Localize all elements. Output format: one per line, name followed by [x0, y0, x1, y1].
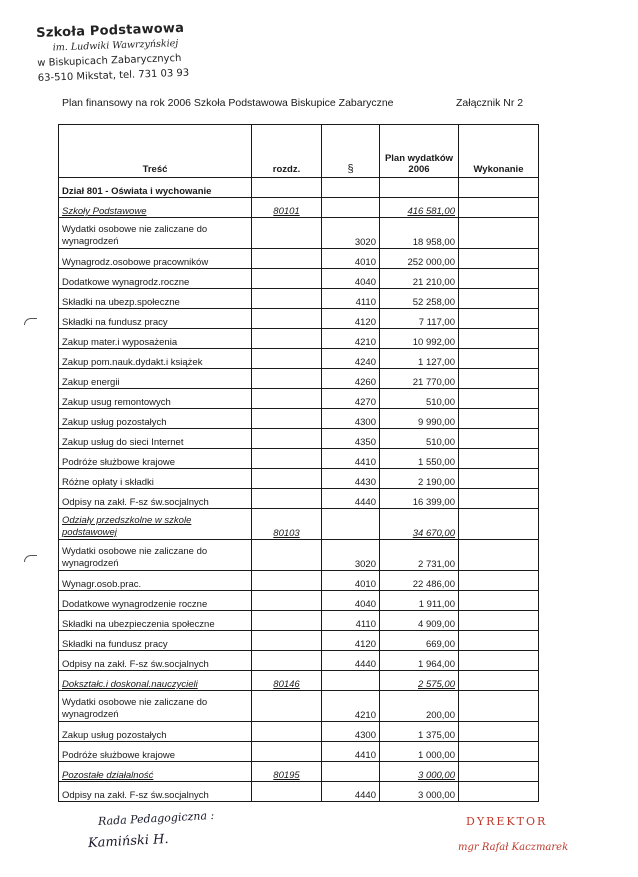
- row-plan-amount: 2 731,00: [380, 540, 459, 571]
- row-rozdz: [252, 591, 322, 611]
- row-rozdz: [252, 218, 322, 249]
- row-paragraph: 4300: [322, 409, 380, 429]
- row-wykonanie: [459, 309, 539, 329]
- row-tresc: Wynagrodz.osobowe pracowników: [59, 249, 252, 269]
- row-paragraph: [322, 178, 380, 198]
- row-paragraph: 4110: [322, 611, 380, 631]
- table-row: [59, 742, 539, 762]
- row-paragraph: 4120: [322, 631, 380, 651]
- table-row: [59, 489, 539, 509]
- row-plan-amount: [380, 198, 459, 218]
- row-rozdz: [252, 509, 322, 540]
- table-row: [59, 249, 539, 269]
- stamp-line-3: w Biskupicach Zabarycznych: [37, 52, 182, 69]
- row-tresc: Zakup pom.nauk.dydakt.i książek: [59, 349, 252, 369]
- row-tresc: Odpisy na zakł. F-sz św.socjalnych: [59, 489, 252, 509]
- row-plan-amount: 1 127,00: [380, 349, 459, 369]
- row-paragraph: 4240: [322, 349, 380, 369]
- row-paragraph: 4210: [322, 691, 380, 722]
- row-tresc-text: Dokształc.i doskonal.nauczycieli: [62, 679, 198, 690]
- row-rozdz: [252, 449, 322, 469]
- row-paragraph: 4350: [322, 429, 380, 449]
- row-tresc: Zakup usług pozostałych: [59, 722, 252, 742]
- row-paragraph: 4440: [322, 651, 380, 671]
- row-rozdz: [252, 369, 322, 389]
- table-row: [59, 722, 539, 742]
- row-wykonanie: [459, 762, 539, 782]
- header-tresc: Treść: [59, 125, 252, 178]
- row-rozdz: [252, 691, 322, 722]
- row-wykonanie: [459, 782, 539, 802]
- row-wykonanie: [459, 469, 539, 489]
- row-rozdz: [252, 329, 322, 349]
- row-wykonanie: [459, 722, 539, 742]
- council-label: Rada Pedagogiczna :: [97, 808, 215, 829]
- row-rozdz: [252, 782, 322, 802]
- stamp-line-1: Szkoła Podstawowa: [36, 20, 185, 41]
- row-wykonanie: [459, 349, 539, 369]
- row-tresc: Podróże służbowe krajowe: [59, 742, 252, 762]
- row-rozdz: [252, 671, 322, 691]
- budget-table: [58, 124, 539, 802]
- row-plan-amount-text: 34 670,00: [412, 528, 455, 539]
- row-wykonanie: [459, 218, 539, 249]
- row-plan-amount: [380, 762, 459, 782]
- row-rozdz: [252, 289, 322, 309]
- row-plan-amount: 252 000,00: [380, 249, 459, 269]
- row-rozdz: [252, 742, 322, 762]
- row-paragraph: [322, 762, 380, 782]
- row-paragraph: 3020: [322, 540, 380, 571]
- row-tresc: Dział 801 - Oświata i wychowanie: [59, 178, 252, 198]
- row-plan-amount: 669,00: [380, 631, 459, 651]
- row-plan-amount: 200,00: [380, 691, 459, 722]
- row-plan-amount: 10 992,00: [380, 329, 459, 349]
- row-paragraph: [322, 198, 380, 218]
- row-tresc-text: Odziały przedszkolne w szkole podstawowej: [62, 515, 192, 538]
- row-tresc: [59, 762, 252, 782]
- header-plan: Plan wydatków 2006: [380, 125, 459, 178]
- table-row: [59, 591, 539, 611]
- row-paragraph: 4270: [322, 389, 380, 409]
- row-wykonanie: [459, 389, 539, 409]
- row-paragraph: 4010: [322, 249, 380, 269]
- table-row: [59, 509, 539, 540]
- table-row: [59, 571, 539, 591]
- row-plan-amount: 18 958,00: [380, 218, 459, 249]
- row-plan-amount: 1 964,00: [380, 651, 459, 671]
- row-tresc-text: Szkoły Podstawowe: [62, 206, 147, 217]
- row-plan-amount: 1 911,00: [380, 591, 459, 611]
- row-rozdz-text: 80101: [273, 206, 300, 217]
- row-wykonanie: [459, 651, 539, 671]
- row-rozdz: [252, 611, 322, 631]
- row-tresc: Odpisy na zakł. F-sz św.socjalnych: [59, 651, 252, 671]
- row-tresc: Różne opłaty i składki: [59, 469, 252, 489]
- row-plan-amount-text: 3 000,00: [418, 770, 455, 781]
- stamp-line-4: 63-510 Mikstat, tel. 731 03 93: [37, 67, 190, 84]
- row-plan-amount: [380, 178, 459, 198]
- table-row: [59, 369, 539, 389]
- row-plan-amount: 1 550,00: [380, 449, 459, 469]
- table-row: [59, 309, 539, 329]
- council-signer-name: Kamiński H.: [87, 831, 169, 852]
- row-plan-amount: 3 000,00: [380, 782, 459, 802]
- row-tresc: Zakup energii: [59, 369, 252, 389]
- row-plan-amount: 9 990,00: [380, 409, 459, 429]
- director-stamp-title: DYREKTOR: [466, 815, 548, 828]
- table-row: [59, 762, 539, 782]
- row-wykonanie: [459, 571, 539, 591]
- row-wykonanie: [459, 249, 539, 269]
- row-wykonanie: [459, 742, 539, 762]
- table-row: [59, 349, 539, 369]
- council-signature: [87, 808, 215, 852]
- table-row: [59, 289, 539, 309]
- row-wykonanie: [459, 449, 539, 469]
- school-stamp: [36, 19, 228, 86]
- row-paragraph: 4440: [322, 489, 380, 509]
- row-tresc: Wynagr.osob.prac.: [59, 571, 252, 591]
- row-rozdz: [252, 429, 322, 449]
- table-row: [59, 449, 539, 469]
- row-plan-amount: 510,00: [380, 429, 459, 449]
- row-tresc: Wydatki osobowe nie zaliczane do wynagrodzeń: [59, 540, 252, 571]
- row-rozdz-text: 80195: [273, 770, 300, 781]
- row-tresc: Składki na ubezpieczenia społeczne: [59, 611, 252, 631]
- row-plan-amount: 510,00: [380, 389, 459, 409]
- table-row: [59, 389, 539, 409]
- row-plan-amount: 22 486,00: [380, 571, 459, 591]
- plan-title: Plan finansowy na rok 2006 Szkoła Podstawowa Biskupice Zabaryczne: [62, 97, 394, 109]
- row-wykonanie: [459, 540, 539, 571]
- row-paragraph: 4410: [322, 742, 380, 762]
- row-tresc: Odpisy na zakł. F-sz św.socjalnych: [59, 782, 252, 802]
- table-row: [59, 269, 539, 289]
- row-wykonanie: [459, 591, 539, 611]
- row-wykonanie: [459, 369, 539, 389]
- row-tresc-text: Pozostałe działalność: [62, 770, 154, 781]
- table-row: [59, 631, 539, 651]
- row-paragraph: 4040: [322, 269, 380, 289]
- header-wykonanie: Wykonanie: [459, 125, 539, 178]
- row-paragraph: [322, 509, 380, 540]
- row-plan-amount: 1 375,00: [380, 722, 459, 742]
- row-tresc: Zakup mater.i wyposażenia: [59, 329, 252, 349]
- row-tresc: Dodatkowe wynagrodz.roczne: [59, 269, 252, 289]
- row-tresc: Wydatki osobowe nie zaliczane do wynagrodzeń: [59, 218, 252, 249]
- row-rozdz: [252, 651, 322, 671]
- row-paragraph: 4120: [322, 309, 380, 329]
- row-paragraph: [322, 671, 380, 691]
- row-rozdz: [252, 389, 322, 409]
- row-tresc: [59, 509, 252, 540]
- row-wykonanie: [459, 269, 539, 289]
- table-row: [59, 671, 539, 691]
- table-row: [59, 218, 539, 249]
- row-paragraph: 4210: [322, 329, 380, 349]
- annex-label: Załącznik Nr 2: [456, 97, 524, 109]
- row-wykonanie: [459, 409, 539, 429]
- row-wykonanie: [459, 509, 539, 540]
- row-rozdz: [252, 722, 322, 742]
- row-rozdz-text: 80146: [273, 679, 300, 690]
- row-plan-amount-text: 416 581,00: [407, 206, 455, 217]
- row-paragraph: 4040: [322, 591, 380, 611]
- row-tresc: [59, 198, 252, 218]
- header-rozdz: rozdz.: [252, 125, 322, 178]
- row-paragraph: 4430: [322, 469, 380, 489]
- row-tresc: Zakup usług pozostałych: [59, 409, 252, 429]
- row-paragraph: 4410: [322, 449, 380, 469]
- table-row: [59, 651, 539, 671]
- punch-hole-mark: [24, 318, 37, 325]
- row-wykonanie: [459, 671, 539, 691]
- stamp-line-2: im. Ludwiki Wawrzyńskiej: [52, 38, 179, 54]
- row-paragraph: 4440: [322, 782, 380, 802]
- row-paragraph: 4110: [322, 289, 380, 309]
- row-wykonanie: [459, 489, 539, 509]
- row-rozdz: [252, 198, 322, 218]
- row-rozdz: [252, 309, 322, 329]
- table-row: [59, 782, 539, 802]
- row-wykonanie: [459, 631, 539, 651]
- director-stamp-name: mgr Rafał Kaczmarek: [458, 842, 569, 853]
- row-wykonanie: [459, 289, 539, 309]
- table-row: [59, 178, 539, 198]
- row-tresc: Zakup usług do sieci Internet: [59, 429, 252, 449]
- row-plan-amount: 4 909,00: [380, 611, 459, 631]
- table-row: [59, 691, 539, 722]
- row-tresc: Składki na ubezp.społeczne: [59, 289, 252, 309]
- row-rozdz: [252, 540, 322, 571]
- table-header-row: [59, 125, 539, 178]
- table-row: [59, 409, 539, 429]
- row-rozdz: [252, 269, 322, 289]
- budget-table-body: [59, 178, 539, 802]
- row-rozdz: [252, 409, 322, 429]
- row-rozdz: [252, 178, 322, 198]
- row-rozdz: [252, 469, 322, 489]
- row-paragraph: 4010: [322, 571, 380, 591]
- row-plan-amount: 2 190,00: [380, 469, 459, 489]
- row-wykonanie: [459, 611, 539, 631]
- row-plan-amount: 21 770,00: [380, 369, 459, 389]
- row-wykonanie: [459, 329, 539, 349]
- row-tresc: Składki na fundusz pracy: [59, 631, 252, 651]
- row-tresc: Podróże służbowe krajowe: [59, 449, 252, 469]
- row-plan-amount-text: 2 575,00: [418, 679, 455, 690]
- row-rozdz-text: 80103: [273, 528, 300, 539]
- punch-hole-mark: [24, 555, 37, 562]
- row-tresc: Dodatkowe wynagrodzenie roczne: [59, 591, 252, 611]
- row-plan-amount: 16 399,00: [380, 489, 459, 509]
- row-tresc: Składki na fundusz pracy: [59, 309, 252, 329]
- table-row: [59, 611, 539, 631]
- row-paragraph: 4260: [322, 369, 380, 389]
- row-wykonanie: [459, 429, 539, 449]
- row-plan-amount: 1 000,00: [380, 742, 459, 762]
- row-paragraph: 3020: [322, 218, 380, 249]
- row-paragraph: 4300: [322, 722, 380, 742]
- row-plan-amount: 52 258,00: [380, 289, 459, 309]
- table-row: [59, 540, 539, 571]
- row-rozdz: [252, 762, 322, 782]
- row-tresc: Zakup usug remontowych: [59, 389, 252, 409]
- row-plan-amount: 7 117,00: [380, 309, 459, 329]
- table-row: [59, 429, 539, 449]
- table-row: [59, 469, 539, 489]
- header-paragraph: §: [322, 125, 380, 178]
- row-rozdz: [252, 571, 322, 591]
- row-rozdz: [252, 489, 322, 509]
- row-tresc: [59, 671, 252, 691]
- row-wykonanie: [459, 178, 539, 198]
- row-rozdz: [252, 631, 322, 651]
- row-wykonanie: [459, 198, 539, 218]
- table-row: [59, 329, 539, 349]
- row-rozdz: [252, 349, 322, 369]
- row-plan-amount: [380, 509, 459, 540]
- row-tresc: Wydatki osobowe nie zaliczane do wynagrodzeń: [59, 691, 252, 722]
- row-plan-amount: [380, 671, 459, 691]
- row-plan-amount: 21 210,00: [380, 269, 459, 289]
- row-wykonanie: [459, 691, 539, 722]
- table-row: [59, 198, 539, 218]
- row-rozdz: [252, 249, 322, 269]
